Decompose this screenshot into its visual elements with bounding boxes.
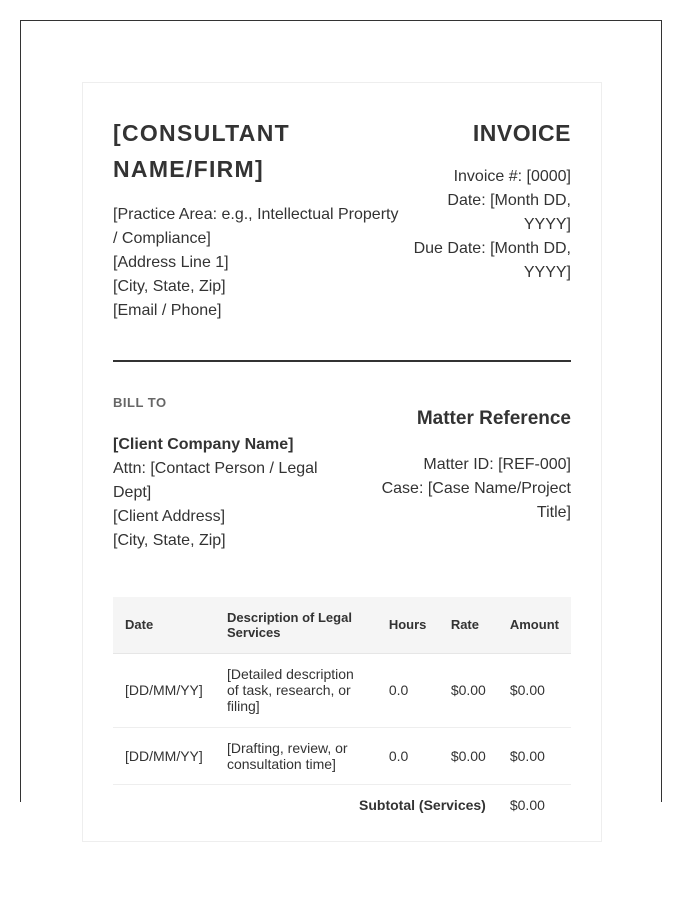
client-details — [113, 457, 353, 553]
consultant-contact: [Email / Phone] — [113, 302, 222, 319]
consultant-block — [113, 113, 407, 323]
client-address: [Client Address] — [113, 508, 226, 525]
client-city: [City, State, Zip] — [113, 532, 226, 549]
client-name: [Client Company Name] — [113, 436, 294, 453]
matter-case: Case: [Case Name/Project Title] — [381, 480, 571, 521]
row-amount: $0.00 — [498, 727, 571, 784]
consultant-details — [113, 203, 407, 323]
table-header-row — [113, 597, 571, 653]
row-description: [Drafting, review, or consultation time] — [215, 727, 377, 784]
row-date: [DD/MM/YY] — [113, 653, 215, 727]
consultant-name: [CONSULTANT NAME/FIRM] — [113, 120, 290, 182]
row-rate: $0.00 — [439, 727, 498, 784]
subtotal-label: Subtotal (Services) — [359, 796, 486, 813]
invoice-header — [113, 113, 571, 323]
row-amount: $0.00 — [498, 653, 571, 727]
row-description: [Detailed description of task, research, or filing] — [215, 653, 377, 727]
consultant-address: [Address Line 1] — [113, 254, 229, 271]
invoice-number: Invoice #: [0000] — [453, 168, 571, 185]
column-header-amount: Amount — [498, 597, 571, 653]
billing-section — [113, 395, 571, 553]
row-hours: 0.0 — [377, 727, 439, 784]
consultant-city: [City, State, Zip] — [113, 278, 226, 295]
matter-details — [371, 453, 571, 525]
column-header-hours: Hours — [377, 597, 439, 653]
invoice-meta-lines — [407, 165, 571, 285]
subtotal-row — [113, 784, 571, 825]
header-divider — [113, 360, 571, 362]
subtotal-value: $0.00 — [509, 796, 545, 813]
row-rate: $0.00 — [439, 653, 498, 727]
document-viewport[interactable] — [20, 20, 662, 813]
row-hours: 0.0 — [377, 653, 439, 727]
column-header-rate: Rate — [439, 597, 498, 653]
invoice-meta — [407, 113, 571, 323]
table-row — [113, 727, 571, 784]
invoice-page — [82, 82, 602, 842]
row-date: [DD/MM/YY] — [113, 727, 215, 784]
column-header-description: Description of Legal Services — [215, 597, 377, 653]
consultant-practice-area: [Practice Area: e.g., Intellectual Property / Compliance] — [113, 206, 399, 247]
client-attention: Attn: [Contact Person / Legal Dept] — [113, 460, 318, 501]
bill-to-block — [113, 395, 353, 553]
services-table — [113, 597, 571, 825]
invoice-date: Date: [Month DD, YYYY] — [447, 192, 571, 233]
table-row — [113, 653, 571, 727]
invoice-due-date: Due Date: [Month DD, YYYY] — [413, 240, 571, 281]
column-header-date: Date — [113, 597, 215, 653]
matter-block — [371, 395, 571, 553]
matter-title: Matter Reference — [416, 408, 571, 429]
invoice-title: INVOICE — [472, 120, 571, 146]
matter-id: Matter ID: [REF-000] — [423, 456, 571, 473]
bill-to-label: BILL TO — [113, 395, 167, 410]
